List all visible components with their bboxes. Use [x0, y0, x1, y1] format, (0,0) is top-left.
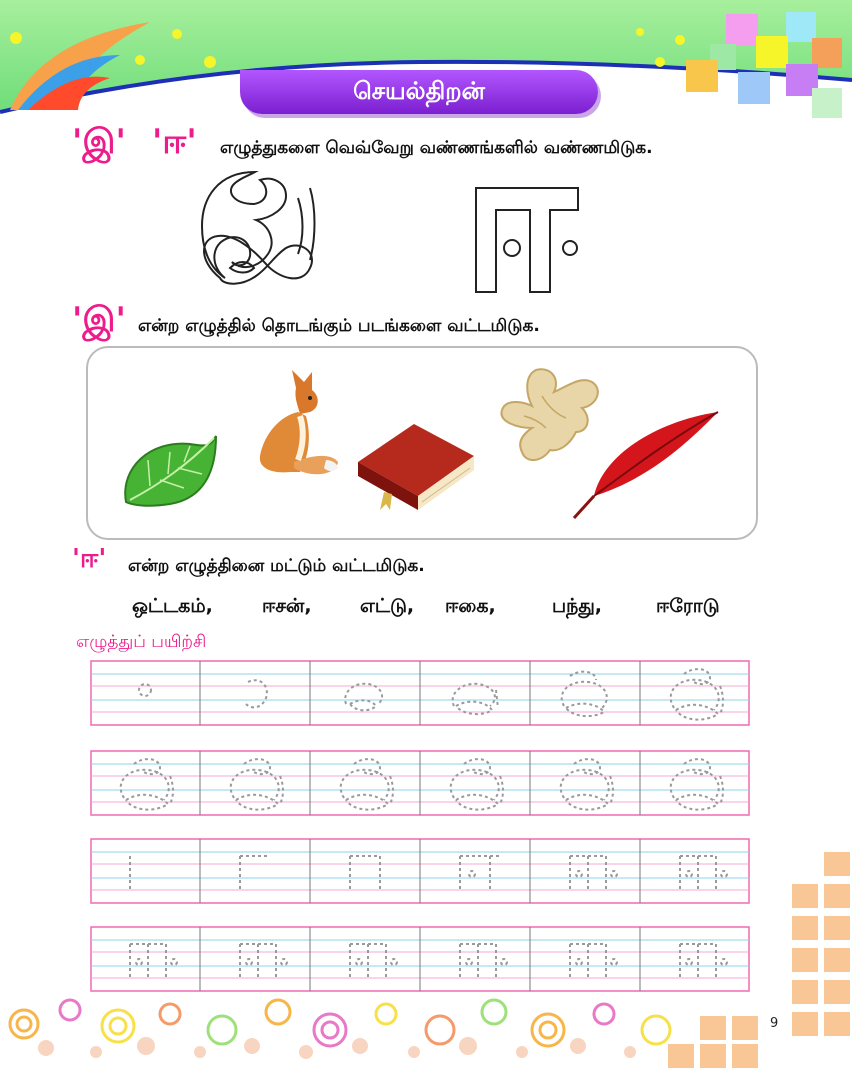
practice-cell[interactable]	[530, 926, 640, 992]
practice-cell[interactable]	[640, 926, 750, 992]
word-eegai[interactable]: ஈகை,	[445, 595, 496, 617]
practice-cell[interactable]	[530, 838, 640, 904]
dotted-letter-guide	[90, 926, 200, 992]
dotted-letter-guide	[420, 926, 530, 992]
dotted-letter-guide	[310, 750, 420, 816]
dotted-letter-guide	[640, 926, 750, 992]
practice-cell[interactable]	[310, 750, 420, 816]
q1-instruction: எழுத்துகளை வெவ்வேறு வண்ணங்களில் வண்ணமிடுக.	[220, 138, 653, 158]
practice-cell[interactable]	[420, 838, 530, 904]
dotted-letter-guide	[200, 750, 310, 816]
q3-letter-ii: 'ஈ'	[72, 544, 107, 574]
dotted-letter-guide	[420, 750, 530, 816]
dotted-letter-guide	[90, 838, 200, 904]
page-title: செயல்திறன்	[353, 76, 485, 105]
feather-picture[interactable]	[572, 408, 722, 520]
dotted-letter-guide	[90, 750, 200, 816]
fox-picture[interactable]	[240, 368, 340, 478]
practice-cell[interactable]	[310, 660, 420, 726]
dotted-letter-guide	[200, 660, 310, 726]
practice-grid-row	[90, 926, 750, 992]
page-number: 9	[770, 1016, 779, 1031]
q2-instruction: என்ற எழுத்தில் தொடங்கும் படங்களை வட்டமிடுக.	[138, 316, 540, 336]
footer-decoration	[0, 986, 852, 1068]
dotted-letter-guide	[420, 660, 530, 726]
practice-cell[interactable]	[200, 838, 310, 904]
dotted-letter-guide	[310, 838, 420, 904]
dotted-letter-guide	[530, 660, 640, 726]
word-eesan[interactable]: ஈசன்,	[262, 595, 312, 617]
leaf-picture[interactable]	[120, 428, 224, 508]
dotted-letter-guide	[530, 926, 640, 992]
practice-grid-row	[90, 838, 750, 904]
practice-cell[interactable]	[530, 750, 640, 816]
dotted-letter-guide	[530, 750, 640, 816]
practice-cell[interactable]	[90, 660, 200, 726]
practice-cell[interactable]	[640, 660, 750, 726]
practice-cell[interactable]	[200, 660, 310, 726]
practice-cell[interactable]	[530, 660, 640, 726]
practice-cell[interactable]	[420, 926, 530, 992]
dotted-letter-guide	[640, 838, 750, 904]
q2-letter-i: 'இ'	[72, 300, 126, 340]
q1-letter-i: 'இ'	[72, 122, 126, 162]
dotted-letter-guide	[310, 660, 420, 726]
dotted-letter-guide	[200, 838, 310, 904]
word-ettu[interactable]: எட்டு,	[360, 595, 415, 617]
practice-cell[interactable]	[640, 750, 750, 816]
practice-cell[interactable]	[90, 838, 200, 904]
book-picture[interactable]	[354, 418, 476, 512]
q3-instruction: என்ற எழுத்தினை மட்டும் வட்டமிடுக.	[128, 556, 425, 576]
dotted-letter-guide	[90, 660, 200, 726]
dotted-letter-guide	[640, 750, 750, 816]
practice-grid-row	[90, 660, 750, 726]
word-ottagam[interactable]: ஒட்டகம்,	[132, 595, 213, 617]
practice-cell[interactable]	[310, 926, 420, 992]
dotted-letter-guide	[530, 838, 640, 904]
practice-cell[interactable]	[420, 660, 530, 726]
word-erodu[interactable]: ஈரோடு	[656, 595, 720, 617]
word-panthu[interactable]: பந்து,	[552, 595, 603, 617]
outline-letter-i	[190, 168, 320, 290]
dotted-letter-guide	[420, 838, 530, 904]
dotted-letter-guide	[200, 926, 310, 992]
practice-cell[interactable]	[640, 838, 750, 904]
practice-title: எழுத்துப் பயிற்சி	[76, 632, 207, 652]
practice-cell[interactable]	[200, 750, 310, 816]
q1-letter-ii: 'ஈ'	[152, 122, 197, 162]
practice-cell[interactable]	[200, 926, 310, 992]
practice-cell[interactable]	[310, 838, 420, 904]
practice-cell[interactable]	[90, 750, 200, 816]
practice-grid-row	[90, 750, 750, 816]
dotted-letter-guide	[310, 926, 420, 992]
outline-letter-ii	[474, 186, 592, 294]
practice-cell[interactable]	[420, 750, 530, 816]
title-banner	[240, 70, 598, 114]
practice-cell[interactable]	[90, 926, 200, 992]
dotted-letter-guide	[640, 660, 750, 726]
